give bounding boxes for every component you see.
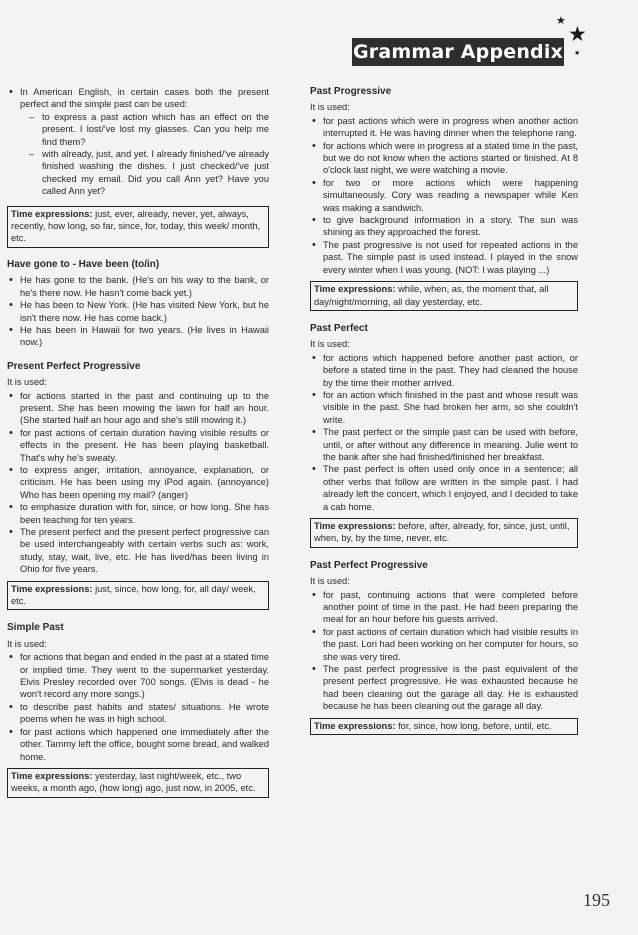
section-title: Past Perfect [310,322,368,334]
star-icon: ★ [556,14,566,27]
grammar-appendix-banner: Grammar Appendix [352,38,564,66]
section-list [310,352,578,513]
list-item: • The past perfect is often used only once in a sentence; all other verbs that follow are written in the simple past. I had already left the concert, which I enjoyed, and I decided to take a cab home. [310,463,578,513]
section-title: Past Perfect Progressive [310,559,428,571]
list-item: • The past perfect or the simple past can be used with before, until, or after without any difference in meaning. Julie went to the bank after she had finished/finished her breakfast. [310,426,578,463]
list-item: – to express a past action which has an effect on the present. I lost/'ve lost my glasses. Can you help me find them? [20,111,269,148]
list-item: • for past actions of certain duration which had visible results in the past. Lori had been working on her computer for hours, so she was very tired. [310,626,578,663]
list-item: • for actions which were in progress at a stated time in the past, but we do not know when the actions started or finished. At 8 o'clock last night, we were watching a movie. [310,140,578,177]
list-item: • to describe past habits and states/ situations. He wrote poems when he was in high school. [7,701,269,726]
list-item: • for actions which happened before another past action, or before a stated time in the past. They had cleaned the house by the time their mother arrived. [310,352,578,389]
list-item: • to emphasize duration with for, since, or how long. She has been teaching for ten years. [7,501,269,526]
section-intro: It is used: [310,576,350,587]
star-icon: ★ [568,22,587,46]
right-column [310,86,578,744]
time-expressions-box: Time expressions: while, when, as, the moment that, all day/night/morning, all day yesterday, etc. [310,281,578,311]
section-list [7,274,269,348]
list-item: • He has been in Hawaii for two years. (He lives in Hawaii now.) [7,324,269,349]
section-list [7,651,269,763]
list-item: • for an action which finished in the past and whose result was visible in the past. She had broken her arm, so she couldn't write. [310,389,578,426]
list-item: • for past actions which happened one immediately after the other. Tammy left the office, bought some bread, and walked home. [7,726,269,763]
time-expressions-box: Time expressions: yesterday, last night/week, etc., two weeks, a month ago, (how long) ago, just now, in 2005, etc. [7,768,269,798]
list-item: • In American English, in certain cases both the present perfect and the simple past can be used: – to express a past action which has an effect on the present. I lost/'ve lost my glasses. Can you help me find them? – with already, just, and yet. I already finished/'ve already finished washing the dishes. I just checked/'ve just checked my email. Did you call Ann yet? Have you called Ann yet? [7,86,269,198]
list-item: • for actions started in the past and continuing up to the present. She has been mowing the lawn for half an hour. (She started half an hour ago and she's still mowing it.) [7,390,269,427]
list-item: • He has gone to the bank. (He's on his way to the bank, or he's there now. He hasn't come back yet.) [7,274,269,299]
section-title: Present Perfect Progressive [7,360,141,372]
list-item: • for two or more actions which were happening simultaneously. Cory was reading a newspaper while Ken was making a sandwich. [310,177,578,214]
time-expressions-box: Time expressions: just, ever, already, never, yet, always, recently, how long, so far, since, for, today, this week/ month, etc. [7,206,269,248]
list-item: • for past, continuing actions that were completed before another point of time in the past. He had been preparing the meal for an hour before his guests arrived. [310,589,578,626]
list-item: • for actions that began and ended in the past at a stated time or implied time. They went to the supermarket yesterday. Elvis Presley recorded over 700 songs. (Elvis is dead - he won't record any more songs.) [7,651,269,701]
left-column [7,86,269,807]
section-list [310,589,578,713]
list-item: • for past actions which were in progress when another action interrupted it. He was having dinner when the telephone rang. [310,115,578,140]
section-title: Have gone to - Have been (to/in) [7,258,160,270]
time-expressions-box: Time expressions: for, since, how long, before, until, etc. [310,718,578,735]
list-item: • for past actions of certain duration having visible results or effects in the present. He has been playing basketball. That's why he's sweaty. [7,427,269,464]
intro-list [7,86,269,198]
section-intro: It is used: [310,339,350,350]
section-intro: It is used: [310,102,350,113]
list-item: • The past progressive is not used for repeated actions in the past. The simple past is used instead. I played in the snow every winter when I was young. (NOT: I was playing ...) [310,239,578,276]
list-item: • to give background information in a story. The sun was shining as they approached the forest. [310,214,578,239]
list-item: • The present perfect and the present perfect progressive can be used interchangeably with certain verbs such as: work, study, stay, wait, live, etc. He has lived/has been living in Ohio for five years. [7,526,269,576]
section-intro: It is used: [7,377,47,388]
star-icon: ★ [574,49,581,57]
intro-sub-list [20,111,269,198]
list-item: • The past perfect progressive is the past equivalent of the present perfect progressive. He was exhausted because he had been cleaning out the garage all day. He is exhausted because he has been cleaning out the garage all day. [310,663,578,713]
time-expressions-box: Time expressions: before, after, already, for, since, just, until, when, by, by the time, never, etc. [310,518,578,548]
list-item: – with already, just, and yet. I already finished/'ve already finished washing the dishes. I just checked/'ve just checked my email. Did you call Ann yet? Have you called Ann yet? [20,148,269,198]
list-item: • to express anger, irritation, annoyance, explanation, or criticism. He has been using my iPod again. (annoyance) Who has been opening my mail? (anger) [7,464,269,501]
section-list [310,115,578,276]
section-title: Simple Past [7,622,64,634]
page-number: 195 [583,890,610,910]
section-title: Past Progressive [310,86,392,97]
section-intro: It is used: [7,638,47,649]
list-item: • He has been to New York. (He has visited New York, but he isn't there now. He has come back.) [7,299,269,324]
section-list [7,390,269,576]
time-expressions-box: Time expressions: just, since, how long, for, all day/ week, etc. [7,581,269,611]
